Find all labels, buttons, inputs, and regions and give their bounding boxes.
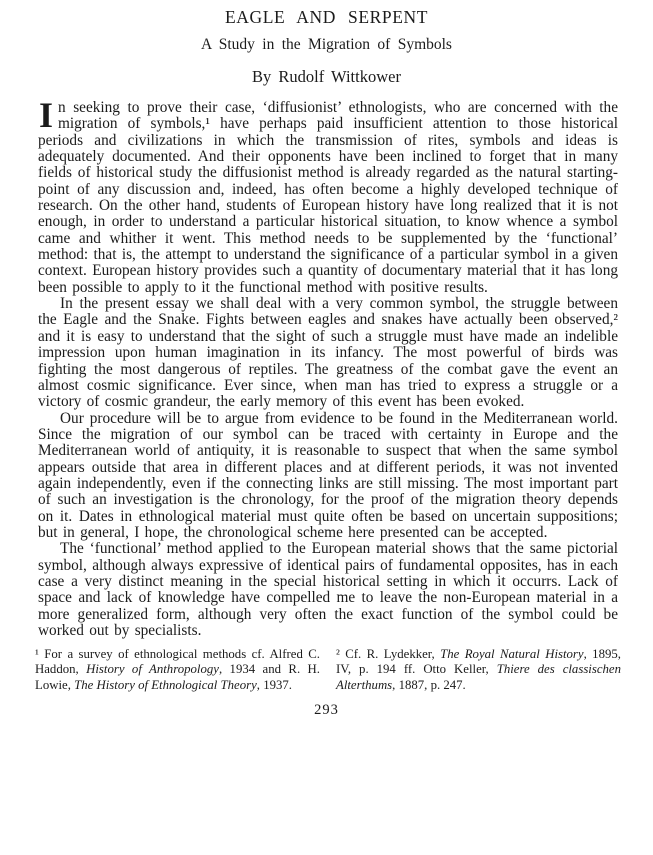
page-subtitle: A Study in the Migration of Symbols [201, 36, 452, 53]
footnote-1-text: , 1937. [256, 677, 292, 692]
footnote-2-work-title: Thiere des classischen Alterthums [336, 662, 621, 692]
author-byline: By Rudolf Wittkower [252, 67, 401, 86]
footnote-2-text: , 1895, IV, p. 194 ff. Otto Keller, [336, 647, 621, 677]
body-paragraph-1 [38, 95, 618, 296]
footnote-1-work-title: The History of Ethnological Theory [74, 677, 257, 692]
body-paragraph-4: The ‘functional’ method applied to the European material shows that the same pictorial symbol, although always expressive of identical pairs of fundamental opposites, has in each case a very distinct meaning in the special historical setting in which it occurrs. Lack of space and lack of knowledge have compelled me to leave the non-European material in a more generalized form, although very often the exact function of the symbol could be worked out by specialists. [38, 540, 618, 639]
footnote-2 [336, 647, 621, 692]
dropcap-letter: I [39, 95, 54, 135]
article-body [38, 95, 618, 639]
footnote-1-text: ¹ For a survey of ethnological methods cf. Alfred C. Haddon, [35, 647, 320, 677]
body-paragraph-3: Our procedure will be to argue from evidence to be found in the Mediterranean world. Since the migration of our symbol can be traced with certainty in Europe and the Mediterranean world of antiquity, it is reasonable to suspect that when the same symbol appears outside that area in different places and at different periods, it was not invented again independently, even if the connecting links are still missing. The most important part of such an investigation is the chronology, for the proof of the migration theory depends on it. Dates in ethnological material must quite often be based on uncertain suppositions; but in general, I hope, the chronological scheme here presented can be accepted. [38, 409, 618, 541]
footnote-2-text: , 1887, p. 247. [392, 677, 466, 692]
page-number: 293 [314, 701, 339, 718]
footnotes-section [35, 647, 621, 692]
footnote-2-work-title: The Royal Natural History [440, 647, 584, 662]
footnote-1-work-title: History of Anthropology [86, 662, 219, 677]
page-title: EAGLE AND SERPENT [224, 7, 429, 27]
footnote-1 [35, 647, 320, 692]
article-header [0, 0, 653, 87]
footnote-1-text: , 1934 and R. H. Lowie, [35, 662, 320, 692]
paragraph-1-text: n seeking to prove their case, ‘diffusionist’ ethnologists, who are concerned with the migration of symbols,¹ have perhaps paid insufficient attention to those historical periods and civilizations in which the transmission of rites, symbols and ideas is adequately documented. And their opponents have been inclined to forget that in many fields of historical study the diffusionist method is already regarded as the natural starting-point of any discussion and, indeed, has often become a highly developed technique of research. On the other hand, students of European history have long realized that it is not enough, in order to understand a particular historical situation, to know whence a symbol came and whither it went. This method needs to be supplemented by the ‘functional’ method: that is, the attempt to understand the significance of a particular symbol in a given context. European history provides such a quantity of documentary material that it has long been possible to apply to it the functional method with positive results. [38, 99, 618, 296]
footnote-2-text: ² Cf. R. Lydekker, [336, 647, 441, 662]
body-paragraph-2: In the present essay we shall deal with a very common symbol, the struggle between the Eagle and the Snake. Fights between eagles and snakes have actually been observed,² and it is easy to understand that the sight of such a struggle must have made an indelible impression upon human imagination in its infancy. The most powerful of birds was fighting the most dangerous of reptiles. The greatness of the combat gave the event an almost cosmic significance. Ever since, when man has tried to express a struggle or a victory of cosmic grandeur, the early memory of this event has been evoked. [38, 295, 618, 411]
